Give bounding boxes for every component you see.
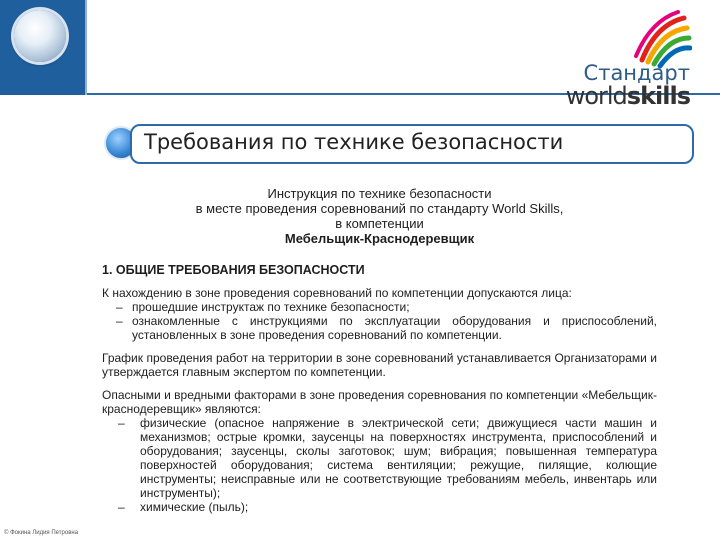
heading-line: Инструкция по технике безопасности [267, 186, 492, 201]
hazards-paragraph: Опасными и вредными факторами в зоне проведения соревнования по компетенции «Мебельщик-краснодеревщик» являются: [102, 388, 657, 416]
list-item: – физические (опасное напряжение в электрической сети; движущиеся части машин и механизмов; острые кромки, заусенцы на поверхностях инструмента, приспособлений и оборудования; заусенцы, сколы заготовок; шум; вибрация; повышенная температура поверхностей оборудования; система вентиляции; режущие, пилящие, колющие инструменты; неисправные или не соответствующие требованиям мебель, инвентарь или инструменты); [102, 416, 657, 500]
list-item: – прошедшие инструктаж по технике безопасности; [102, 300, 657, 314]
worldskills-logo [566, 82, 690, 110]
schedule-paragraph: График проведения работ на территории в зоне соревнований устанавливается Организаторами и утверждается главным экспертом по компетенции. [102, 351, 657, 379]
hazards-list [102, 416, 657, 514]
slide-title: Требования по технике безопасности [144, 130, 564, 154]
logo-word-skills: skills [626, 82, 690, 110]
intro-list [102, 300, 657, 342]
slide-title-bar [130, 124, 694, 164]
header-divider [85, 0, 87, 95]
heading-line: в месте проведения соревнований по стандарту World Skills, [195, 201, 564, 216]
logo-word-world: world [565, 82, 627, 110]
section-title: 1. ОБЩИЕ ТРЕБОВАНИЯ БЕЗОПАСНОСТИ [102, 263, 365, 277]
footer-credit: © Фокина Лидия Петровна [4, 530, 79, 536]
heading-competence: Мебельщик-Краснодеревщик [284, 231, 475, 246]
document-heading [102, 186, 657, 246]
document-body [102, 186, 657, 514]
decorative-orb-icon [14, 10, 66, 62]
list-item: – химические (пыль); [102, 500, 657, 514]
list-item: – ознакомленные с инструкциями по эксплуатации оборудования и приспособлений, установленных в зоне проведения соревнований по компетенции. [102, 314, 657, 342]
intro-paragraph: К нахождению в зоне проведения соревнований по компетенции допускаются лица: [102, 286, 572, 300]
heading-line: в компетенции [335, 216, 424, 231]
brand-label: Стандарт [583, 61, 690, 85]
brand-block [566, 62, 690, 109]
